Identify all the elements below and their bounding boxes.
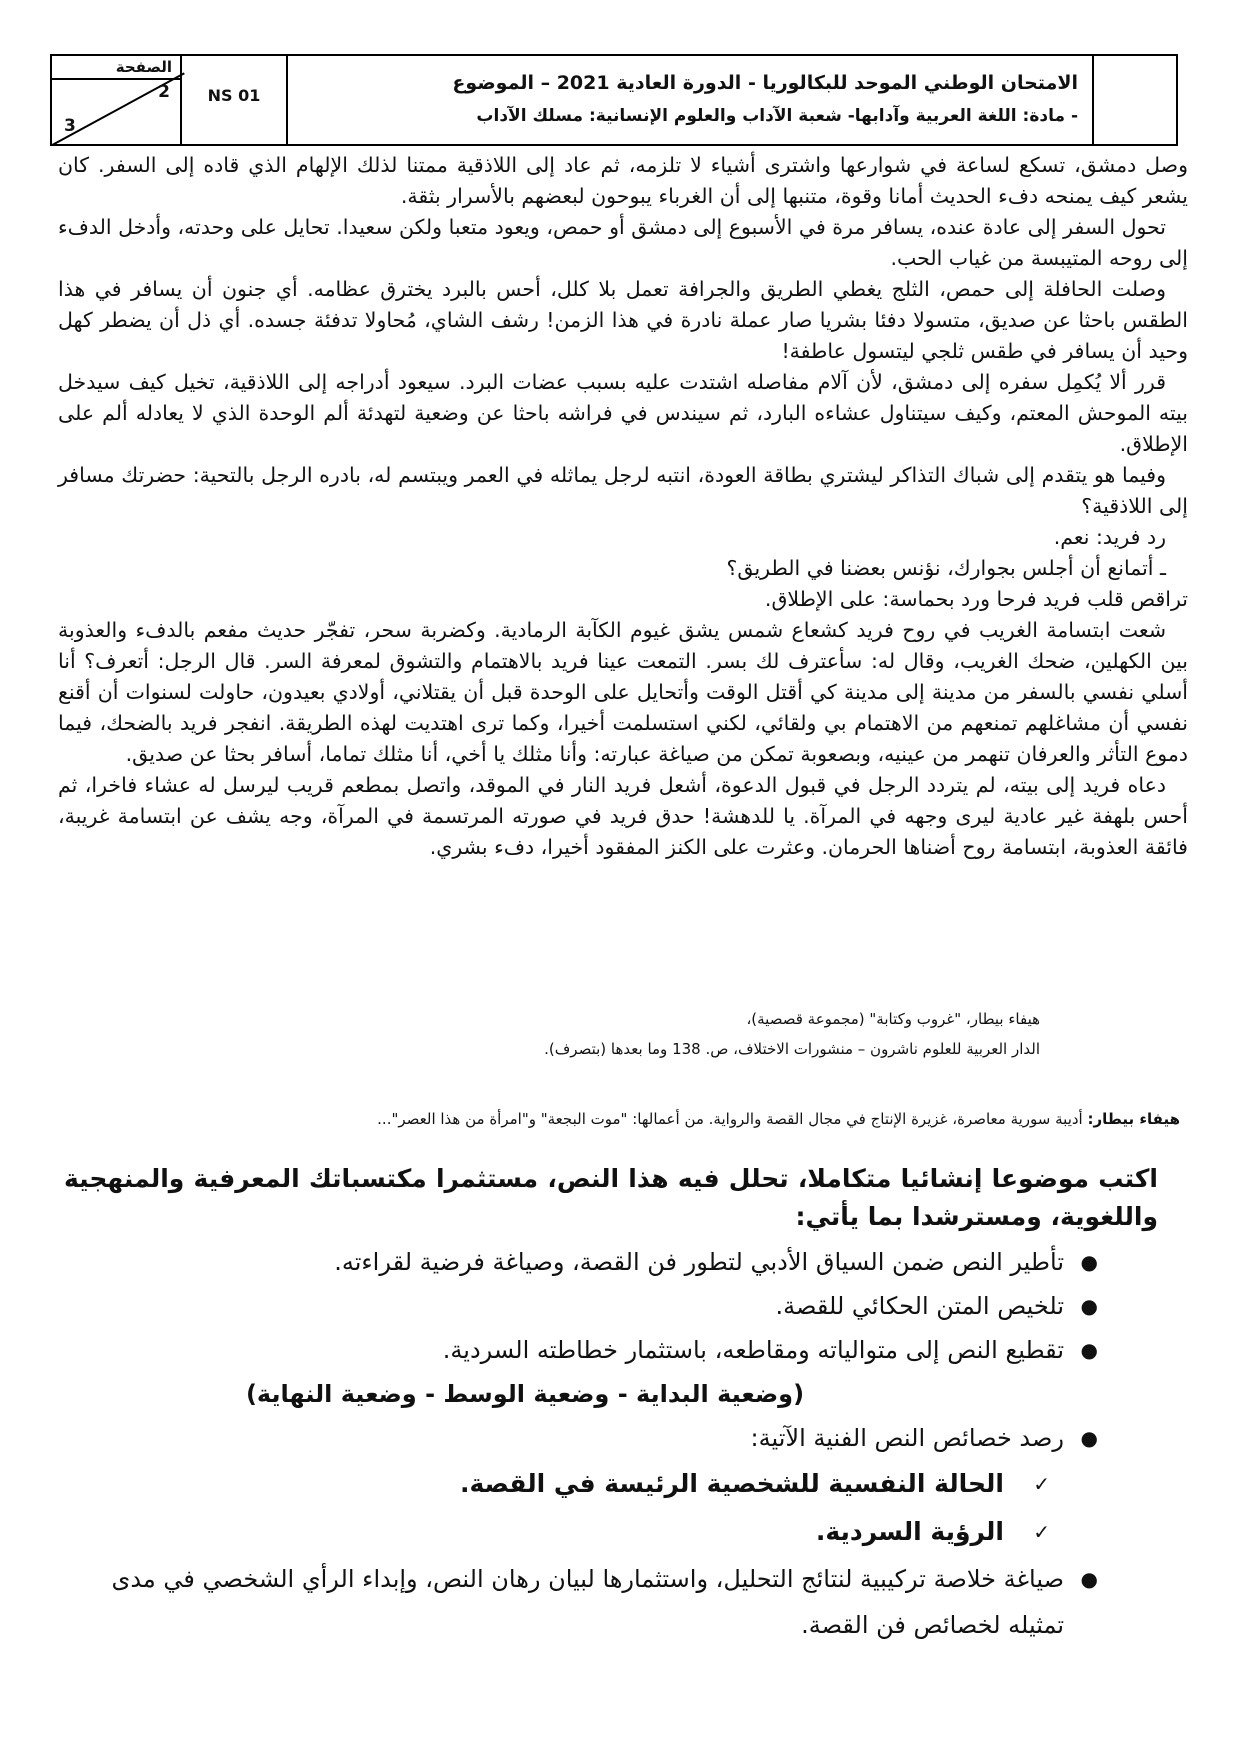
exam-subject: - مادة: اللغة العربية وآدابها- شعبة الآداب والعلوم الإنسانية: مسلك الآداب [476,106,1078,126]
author-name: هيفاء بيطار: [1087,1110,1180,1128]
author-bio [90,1110,1180,1128]
paragraph: رد فريد: نعم. [1053,525,1166,549]
paragraph: ـ أتمانع أن أجلس بجوارك، نؤنس بعضنا في الطريق؟ [726,556,1166,580]
task-item-text: رصد خصائص النص الفنية الآتية: [750,1424,1064,1452]
author-bio-text: أديبة سورية معاصرة، غزيرة الإنتاج في مجال القصة والرواية. من أعمالها: "موت البجعة" و"امرأة من هذا العصر"... [377,1110,1083,1128]
bullet-icon: ● [1080,1250,1098,1274]
paragraph: دعاه فريد إلى بيته، لم يتردد الرجل في قبول الدعوة، أشعل فريد النار في الموقد، واتصل بمطعم قريب ليرسل له عشاء فاخرا، ثم أحس بلهفة غير عادية ليرى وجهه في المرآة. يا للدهشة! حدق فريد في صورته المرتسمة في المرآة، وجه يشف عن ابتسامة غريبة، فائقة العذوبة، ابتسامة روح أضناها الحرمان. وعثرت على الكنز المفقود أخيرا، دفء بشري. [58,773,1188,859]
paragraph: قرر ألا يُكمِل سفره إلى دمشق، لأن آلام مفاصله اشتدت عليه بسبب عضات البرد. سيعود أدراجه إلى اللاذقية، تخيل كيف سيدخل بيته الموحش المعتم، وكيف سيتناول عشاءه البارد، ثم سيندس في فراشه باحثا عن وضعية لتهدئة ألم الوحدة الذي لا يعادله ألم على الإطلاق. [58,370,1188,456]
bullet-icon: ● [1080,1567,1098,1591]
task-item [90,1328,1100,1372]
sub-item-text: الرؤية السردية. [815,1517,1004,1546]
citation-line: الدار العربية للعلوم ناشرون – منشورات الاختلاف، ص. 138 وما بعدها (بتصرف). [544,1040,1040,1058]
exam-title-box [288,56,1094,144]
task-item-text: صياغة خلاصة تركيبية لنتائج التحليل، واستثمارها لبيان رهان النص، وإبداء الرأي الشخصي في مدى تمثيله لخصائص فن القصة. [111,1565,1064,1639]
task-item [90,1416,1100,1460]
sub-item [90,1460,1100,1508]
check-icon: ✓ [1033,1472,1050,1496]
page-total: 3 [64,116,76,136]
citation-line: هيفاء بيطار، "غروب وكتابة" (مجموعة قصصية)، [746,1010,1040,1028]
paragraph: تحول السفر إلى عادة عنده، يسافر مرة في الأسبوع إلى دمشق أو حمص، ويعود متعبا ولكن سعيدا. تحايل على وحدته، وأدخل الدفء إلى روحه المتيبسة من غياب الحب. [58,215,1188,270]
sub-item-text: الحالة النفسية للشخصية الرئيسة في القصة. [459,1469,1004,1498]
story-passage [58,150,1188,863]
paragraph: وصلت الحافلة إلى حمص، الثلج يغطي الطريق والجرافة تعمل بلا كلل، أحس بالبرد يخترق عظامه. أي جنون أن يسافر في هذا الطقس باحثا عن صديق، متسولا دفئا بشريا صار عملة نادرة في هذا الزمن! رشف الشاي، مُحاولا تدفئة جسده. أي ذل أن يضطر كهل وحيد أن يسافر في طقس ثلجي ليتسول عاطفة! [58,277,1188,363]
page-label: الصفحة [115,58,172,76]
exam-title: الامتحان الوطني الموحد للبكالوريا - الدورة العادية 2021 – الموضوع [452,72,1078,94]
task-list [90,1240,1100,1648]
sub-item [90,1508,1100,1556]
exam-code-box [182,56,288,144]
page-number: 2 [158,82,170,102]
check-icon: ✓ [1033,1520,1050,1544]
source-citation [160,1004,1040,1064]
bullet-icon: ● [1080,1426,1098,1450]
exam-code: NS 01 [207,86,261,105]
paragraph: شعت ابتسامة الغريب في روح فريد كشعاع شمس يشق غيوم الكآبة الرمادية. وكضربة سحر، تفجّر حديث مفعم بالدفء والعذوبة بين الكهلين، ضحك الغريب، وقال له: سأعترف لك بسر. التمعت عينا فريد بالاهتمام والتشوق لمعرفة السر. قال الرجل: أتعرف؟ أنا أسلي نفسي بالسفر من مدينة إلى مدينة كي أقتل الوقت وأتحايل على الوحدة قبل أن يقتلاني، أولادي بعيدون، حاولت لسنوات أن أقنع نفسي أن مشاغلهم تمنعهم من الاهتمام بي ولقائي، لكني استسلمت أخيرا، وكما ترى اهتديت لهذه الطريقة. انفجر فريد بالضحك، فيما دموع التأثر والعرفان تنهمر من عينيه، وبصعوبة تمكن من صياغة عبارته: وأنا مثلك يا أخي، أنا مثلك تماما، أسافر بحثا عن صديق. [58,618,1188,766]
task-item [90,1240,1100,1284]
divider [52,78,180,80]
empty-box [1094,56,1176,144]
paragraph: وفيما هو يتقدم إلى شباك التذاكر ليشتري بطاقة العودة، انتبه لرجل يماثله في العمر ويبتسم له، بادره الرجل بالتحية: حضرتك مسافر إلى اللاذقية؟ [58,463,1188,518]
paragraph: وصل دمشق، تسكع لساعة في شوارعها واشترى أشياء لا تلزمه، ثم عاد إلى اللاذقية ممتنا لذلك الإلهام الذي قاده إلى السفر. كان يشعر كيف يمنحه دفء الحديث أمانا وقوة، متنبها إلى أن الغرباء يبوحون لبعضهم بالأسرار بثقة. [58,153,1188,208]
task-item-detail: (وضعية البداية - وضعية الوسط - وضعية النهاية) [245,1380,805,1408]
task-item [90,1284,1100,1328]
exam-header [50,54,1178,146]
task-instruction: اكتب موضوعا إنشائيا متكاملا، تحلل فيه هذا النص، مستثمرا مكتسباتك المعرفية والمنهجية واللغوية، ومسترشدا بما يأتي: [64,1164,1158,1231]
task-item-text: تلخيص المتن الحكائي للقصة. [775,1292,1064,1320]
paragraph: تراقص قلب فريد فرحا ورد بحماسة: على الإطلاق. [764,587,1188,611]
task-item-text: تقطيع النص إلى متوالياته ومقاطعه، باستثمار خطاطته السردية. [442,1336,1064,1364]
task-item [90,1556,1100,1648]
page-number-box [52,56,182,144]
task-item-text: تأطير النص ضمن السياق الأدبي لتطور فن القصة، وصياغة فرضية لقراءته. [334,1248,1064,1276]
bullet-icon: ● [1080,1294,1098,1318]
bullet-icon: ● [1080,1338,1098,1362]
